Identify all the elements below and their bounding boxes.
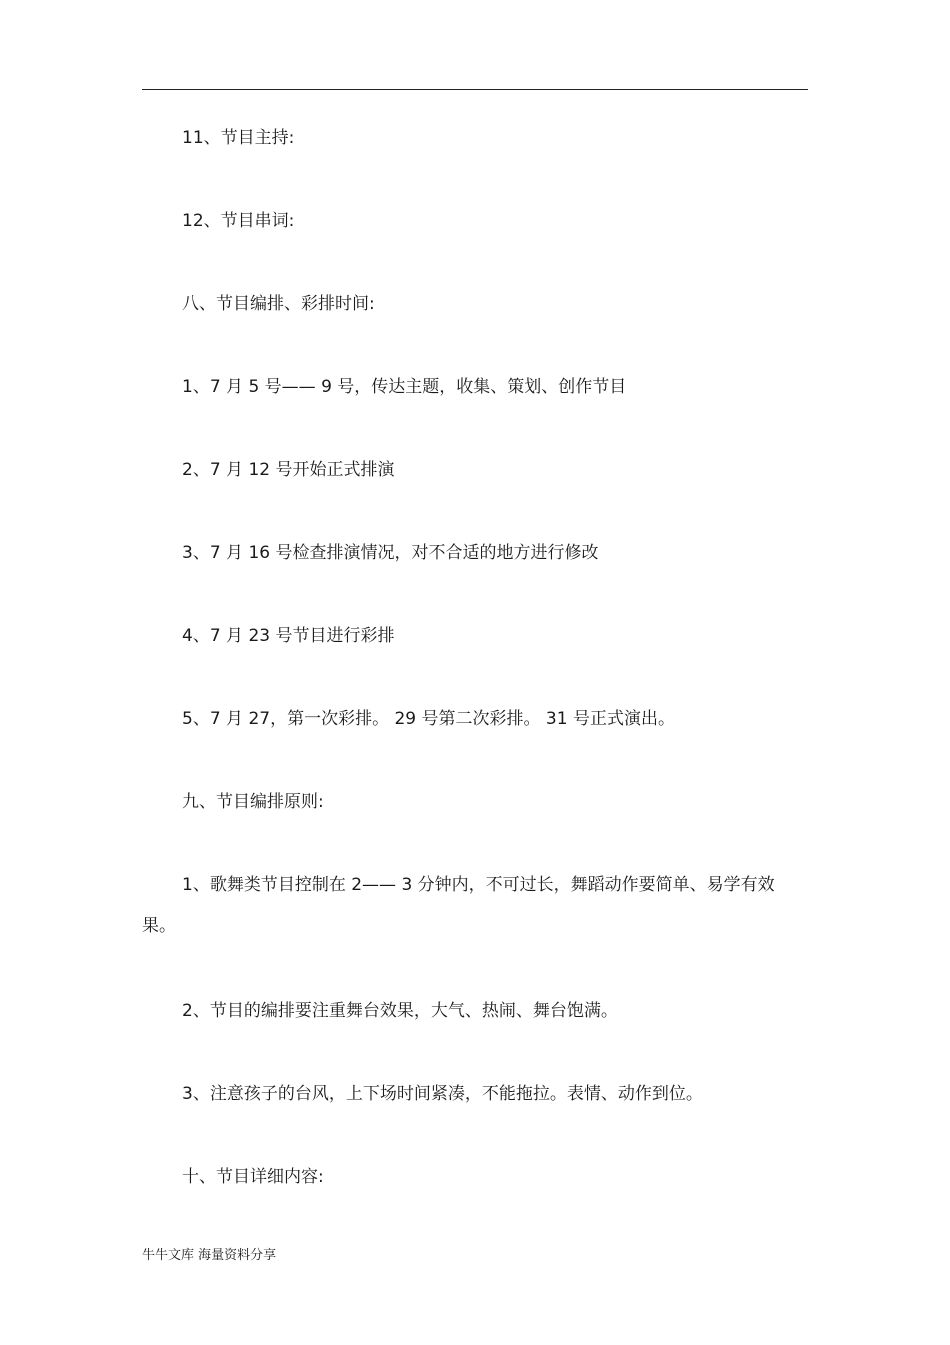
paragraph-text: 12、节目串词: bbox=[182, 211, 295, 231]
paragraph-text: 1、歌舞类节目控制在 2—— 3 分钟内，不可过长，舞蹈动作要简单、易学有效果。 bbox=[142, 875, 775, 936]
schedule-item-1 bbox=[142, 377, 808, 397]
schedule-item-4 bbox=[142, 626, 808, 646]
paragraph-text: 4、7 月 23 号节目进行彩排 bbox=[182, 626, 395, 646]
paragraph-script bbox=[142, 211, 808, 231]
section-heading-schedule bbox=[142, 294, 808, 314]
footer-watermark: 牛牛文库 海量资料分享 bbox=[142, 1248, 277, 1263]
principle-item-2 bbox=[142, 1001, 808, 1021]
paragraph-text: 2、7 月 12 号开始正式排演 bbox=[182, 460, 395, 480]
paragraph-text: 11、节目主持: bbox=[182, 128, 295, 148]
section-heading-text: 九、节目编排原则: bbox=[182, 792, 324, 812]
principle-item-3 bbox=[142, 1084, 808, 1104]
section-heading-details bbox=[142, 1167, 808, 1187]
paragraph-text: 3、注意孩子的台风，上下场时间紧凑，不能拖拉。表情、动作到位。 bbox=[182, 1084, 703, 1104]
paragraph-text: 1、7 月 5 号—— 9 号，传达主题，收集、策划、创作节目 bbox=[182, 377, 627, 397]
section-heading-principles bbox=[142, 792, 808, 812]
principle-item-1 bbox=[142, 865, 808, 947]
paragraph-text: 5、7 月 27，第一次彩排。 29 号第二次彩排。 31 号正式演出。 bbox=[182, 709, 675, 729]
paragraph-hosting bbox=[142, 128, 808, 148]
paragraph-text: 3、7 月 16 号检查排演情况，对不合适的地方进行修改 bbox=[182, 543, 599, 563]
schedule-item-2 bbox=[142, 460, 808, 480]
section-heading-text: 八、节目编排、彩排时间: bbox=[182, 294, 375, 314]
header-rule bbox=[142, 89, 808, 90]
schedule-item-5 bbox=[142, 709, 808, 729]
schedule-item-3 bbox=[142, 543, 808, 563]
section-heading-text: 十、节目详细内容: bbox=[182, 1167, 324, 1187]
paragraph-text: 2、节目的编排要注重舞台效果，大气、热闹、舞台饱满。 bbox=[182, 1001, 618, 1021]
